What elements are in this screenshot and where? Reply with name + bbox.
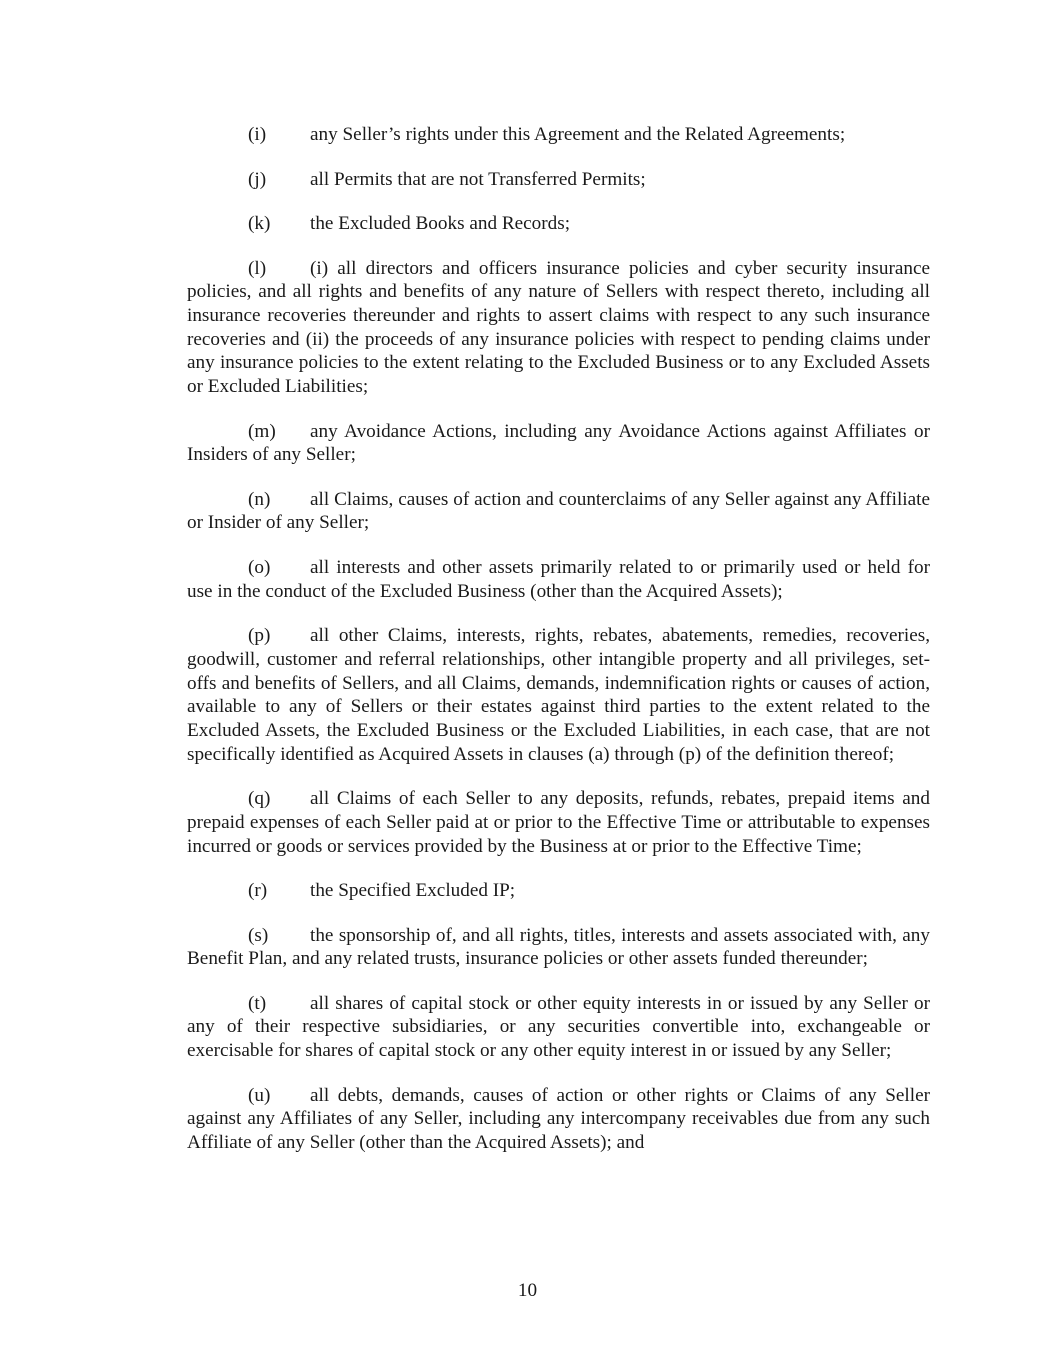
clause-u — [187, 1084, 930, 1155]
clause-m — [187, 420, 930, 467]
clause-text: all shares of capital stock or other equity interests in or issued by any Seller or any of their respective subsidiaries, or any securities convertible into, exchangeable or exercisable for shares of capital stock or any other equity interest in or issued by any Seller; — [187, 992, 930, 1062]
clause-i — [187, 123, 930, 147]
page-number: 10 — [517, 1280, 538, 1301]
clause-t — [187, 992, 930, 1063]
clause-s — [187, 924, 930, 971]
clause-n — [187, 488, 930, 535]
clause-text: (i) all directors and officers insurance policies and cyber security insurance policies, and all rights and benefits of any nature of Sellers with respect thereto, including all insurance recoveries thereunder and rights to assert claims with respect to any such insurance recoveries and (ii) the proceeds of any insurance policies with respect to pending claims under any insurance policies to the extent relating to the Excluded Business or to any Excluded Assets or Excluded Liabilities; — [187, 257, 930, 398]
clause-text: all Claims, causes of action and counterclaims of any Seller against any Affiliate or Insider of any Seller; — [187, 488, 930, 534]
document-body — [187, 123, 930, 1176]
clause-j — [187, 168, 930, 192]
clause-text: all interests and other assets primarily related to or primarily used or held for use in the conduct of the Excluded Business (other than the Acquired Assets); — [187, 556, 930, 602]
clause-label: (i) — [248, 124, 267, 145]
clause-text: the Specified Excluded IP; — [310, 880, 516, 902]
clause-label: (k) — [248, 213, 271, 234]
clause-label: (o) — [248, 556, 271, 578]
clause-text: the sponsorship of, and all rights, titles, interests and assets associated with, any Benefit Plan, and any related trusts, insurance policies or other assets funded thereunder; — [187, 924, 930, 970]
clause-label: (p) — [248, 625, 271, 647]
clause-o — [187, 556, 930, 603]
clause-text: the Excluded Books and Records; — [310, 213, 571, 234]
clause-text: all Permits that are not Transferred Permits; — [310, 168, 646, 190]
clause-label: (t) — [248, 992, 267, 1014]
clause-label: (u) — [248, 1084, 271, 1106]
clause-text: all Claims of each Seller to any deposits, refunds, rebates, prepaid items and prepaid expenses of each Seller paid at or prior to the Effective Time or attributable to expenses incurred or goods or services provided by the Business at or prior to the Effective Time; — [187, 788, 930, 857]
clause-text: any Avoidance Actions, including any Avoidance Actions against Affiliates or Insiders of any Seller; — [187, 420, 930, 466]
clause-label: (m) — [248, 420, 276, 442]
clause-k — [187, 212, 930, 236]
clause-label: (s) — [248, 924, 269, 946]
clause-text: any Seller’s rights under this Agreement and the Related Agreements; — [310, 124, 846, 145]
clause-label: (q) — [248, 788, 271, 810]
clause-label: (j) — [248, 168, 267, 190]
clause-l — [187, 257, 930, 399]
clause-text: all debts, demands, causes of action or other rights or Claims of any Seller against any Affiliates of any Seller, including any intercompany receivables due from any such Affiliate of any Seller (other than the Acquired Assets); and — [187, 1084, 930, 1154]
clause-label: (n) — [248, 488, 271, 510]
clause-label: (l) — [248, 257, 267, 279]
clause-q — [187, 787, 930, 858]
clause-text: all other Claims, interests, rights, rebates, abatements, remedies, recoveries, goodwill, customer and referral relationships, other intangible property and all privileges, set-offs and benefits of Sellers, and all Claims, demands, indemnification rights or causes of action, available to any of Sellers or their estates against third parties to the extent related to the Excluded Assets, the Excluded Business or the Excluded Liabilities, in each case, that are not specifically identified as Acquired Assets in clauses (a) through (p) of the definition thereof; — [187, 625, 930, 765]
clause-label: (r) — [248, 880, 268, 902]
clause-r — [187, 879, 930, 903]
clause-p — [187, 624, 930, 766]
